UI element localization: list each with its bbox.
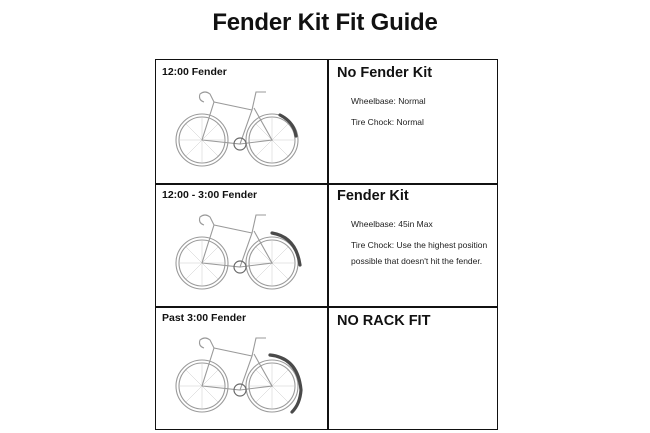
- kit-title-row-3: NO RACK FIT: [337, 313, 431, 329]
- bike-illustration-row-1: [172, 80, 312, 180]
- spec-tire-chock-row-1: Tire Chock: Normal: [351, 117, 424, 127]
- fender-label-row-2: 12:00 - 3:00 Fender: [162, 189, 258, 201]
- bike-illustration-row-3: [172, 326, 312, 426]
- bicycle-icon: [172, 80, 312, 180]
- kit-title-row-1: No Fender Kit: [337, 65, 433, 81]
- spec-tire-chock-row-2: Tire Chock: Use the highest position possible that doesn't hit the fender.: [351, 240, 488, 266]
- fender-label-row-3: Past 3:00 Fender: [162, 312, 247, 324]
- row-divider: [155, 183, 498, 185]
- bike-illustration-row-2: [172, 203, 312, 303]
- row-divider: [155, 306, 498, 308]
- bicycle-icon: [172, 326, 312, 426]
- spec-wheelbase-row-1: Wheelbase: Normal: [351, 96, 426, 106]
- page-title: Fender Kit Fit Guide: [212, 9, 438, 36]
- fender-label-row-1: 12:00 Fender: [162, 66, 227, 78]
- bicycle-icon: [172, 203, 312, 303]
- kit-title-row-2: Fender Kit: [337, 188, 409, 204]
- column-divider: [327, 59, 329, 430]
- spec-wheelbase-row-2: Wheelbase: 45in Max: [351, 219, 433, 229]
